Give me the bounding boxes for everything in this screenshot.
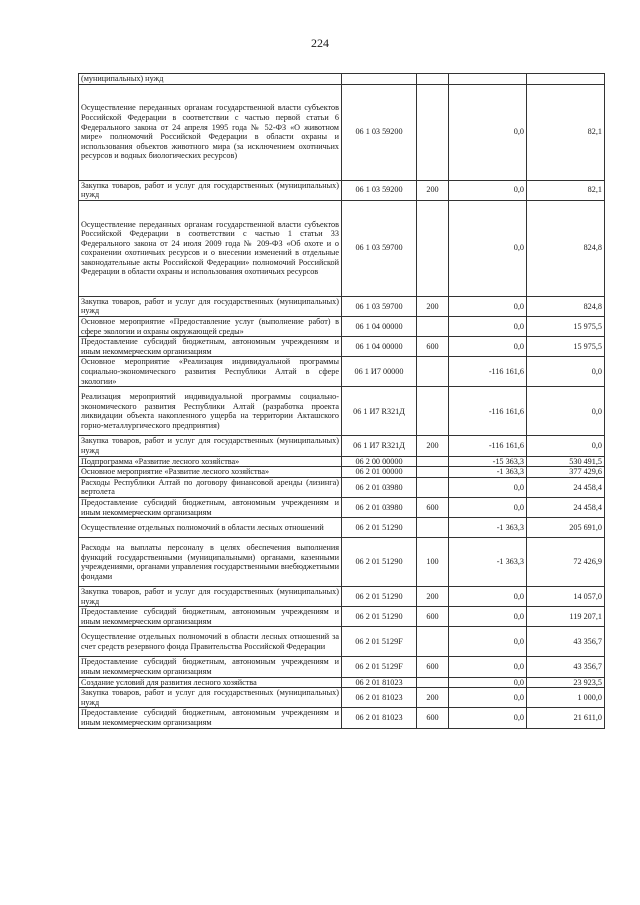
row-expense-type-cell [417, 74, 449, 85]
row-change-cell: 0,0 [449, 180, 527, 200]
row-expense-type-cell [417, 477, 449, 497]
budget-table-body [79, 74, 605, 729]
row-change-cell: 0,0 [449, 607, 527, 627]
row-code-cell: 06 2 01 51290 [342, 607, 417, 627]
row-name-cell: Осуществление переданных органам государственной власти субъектов Российской Федерации в соответствии с частью первой статьи 6 Федерального закона от 24 апреля 1995 года № 52-ФЗ «О животном мире» полномочий Российской Федерации в области охраны и использования объектов животного мира (за исключением охотничьих ресурсов и водных биологических ресурсов) [79, 84, 342, 180]
row-code-cell: 06 2 01 81023 [342, 688, 417, 708]
row-expense-type-cell [417, 316, 449, 336]
row-name-cell: Создание условий для развития лесного хозяйства [79, 677, 342, 688]
row-change-cell: -116 161,6 [449, 436, 527, 456]
row-code-cell: 06 2 01 5129F [342, 627, 417, 657]
row-code-cell: 06 1 03 59700 [342, 296, 417, 316]
table-row [79, 337, 605, 357]
row-name-cell: Расходы на выплаты персоналу в целях обеспечения выполнения функций государственными (муниципальными) органами, казенными учреждениями, органами управления государственными внебюджетными фондами [79, 538, 342, 587]
page-number: 224 [311, 36, 329, 50]
row-code-cell: 06 2 01 51290 [342, 587, 417, 607]
row-expense-type-cell [417, 456, 449, 467]
table-row [79, 538, 605, 587]
row-total-cell: 15 975,5 [527, 316, 605, 336]
row-code-cell: 06 2 01 81023 [342, 708, 417, 728]
row-total-cell: 24 458,4 [527, 497, 605, 517]
row-code-cell: 06 2 01 03980 [342, 497, 417, 517]
table-row [79, 84, 605, 180]
row-total-cell: 72 426,9 [527, 538, 605, 587]
row-code-cell: 06 1 03 59200 [342, 180, 417, 200]
row-expense-type-cell: 200 [417, 436, 449, 456]
row-expense-type-cell: 600 [417, 337, 449, 357]
table-row [79, 677, 605, 688]
table-row [79, 477, 605, 497]
row-change-cell: -1 363,3 [449, 538, 527, 587]
row-change-cell: 0,0 [449, 296, 527, 316]
row-code-cell [342, 74, 417, 85]
table-row [79, 316, 605, 336]
table-row [79, 518, 605, 538]
row-name-cell: Предоставление субсидий бюджетным, автономным учреждениям и иным некоммерческим организациям [79, 607, 342, 627]
budget-table [78, 73, 605, 729]
row-expense-type-cell [417, 627, 449, 657]
row-total-cell: 15 975,5 [527, 337, 605, 357]
row-name-cell: Закупка товаров, работ и услуг для государственных (муниципальных) нужд [79, 180, 342, 200]
row-code-cell: 06 1 И7 R321Д [342, 387, 417, 436]
row-code-cell: 06 1 03 59200 [342, 84, 417, 180]
row-total-cell: 14 057,0 [527, 587, 605, 607]
row-total-cell: 21 611,0 [527, 708, 605, 728]
table-row [79, 357, 605, 387]
row-change-cell [449, 74, 527, 85]
row-total-cell: 377 429,6 [527, 467, 605, 478]
row-expense-type-cell [417, 387, 449, 436]
row-code-cell: 06 1 03 59700 [342, 200, 417, 296]
row-expense-type-cell: 200 [417, 180, 449, 200]
row-total-cell [527, 74, 605, 85]
table-row [79, 296, 605, 316]
row-name-cell: Предоставление субсидий бюджетным, автономным учреждениям и иным некоммерческим организациям [79, 497, 342, 517]
row-total-cell: 205 691,0 [527, 518, 605, 538]
row-name-cell: Предоставление субсидий бюджетным, автономным учреждениям и иным некоммерческим организациям [79, 708, 342, 728]
row-code-cell: 06 2 01 5129F [342, 657, 417, 677]
row-total-cell: 43 356,7 [527, 627, 605, 657]
row-name-cell: Основное мероприятие «Предоставление услуг (выполнение работ) в сфере экологии и охраны окружающей среды» [79, 316, 342, 336]
row-name-cell: Предоставление субсидий бюджетным, автономным учреждениям и иным некоммерческим организациям [79, 657, 342, 677]
row-name-cell: Осуществление переданных органам государственной власти субъектов Российской Федерации в соответствии с частью 1 статьи 33 Федерального закона от 24 июля 2009 года № 209-ФЗ «Об охоте и о сохранении охотничьих ресурсов и о внесении изменений в отдельные законодательные акты Российской Федерации» полномочий Российской Федерации в области охраны и использования охотничьих ресурсов [79, 200, 342, 296]
row-change-cell: -1 363,3 [449, 467, 527, 478]
row-change-cell: 0,0 [449, 587, 527, 607]
row-code-cell: 06 1 04 00000 [342, 337, 417, 357]
row-change-cell: -116 161,6 [449, 387, 527, 436]
row-name-cell: Закупка товаров, работ и услуг для государственных (муниципальных) нужд [79, 296, 342, 316]
row-expense-type-cell: 100 [417, 538, 449, 587]
row-total-cell: 43 356,7 [527, 657, 605, 677]
row-change-cell: 0,0 [449, 337, 527, 357]
table-row [79, 627, 605, 657]
row-name-cell: Подпрограмма «Развитие лесного хозяйства» [79, 456, 342, 467]
row-change-cell: 0,0 [449, 200, 527, 296]
row-change-cell: 0,0 [449, 497, 527, 517]
row-expense-type-cell [417, 84, 449, 180]
row-expense-type-cell: 600 [417, 607, 449, 627]
row-total-cell: 0,0 [527, 387, 605, 436]
table-row [79, 708, 605, 728]
row-change-cell: -1 363,3 [449, 518, 527, 538]
row-name-cell: Осуществление отдельных полномочий в области лесных отношений [79, 518, 342, 538]
row-name-cell: Основное мероприятие «Развитие лесного хозяйства» [79, 467, 342, 478]
row-change-cell: 0,0 [449, 688, 527, 708]
row-expense-type-cell [417, 200, 449, 296]
row-total-cell: 23 923,5 [527, 677, 605, 688]
table-row [79, 657, 605, 677]
row-name-cell: Закупка товаров, работ и услуг для государственных (муниципальных) нужд [79, 688, 342, 708]
table-row [79, 497, 605, 517]
row-name-cell: Закупка товаров, работ и услуг для государственных (муниципальных) нужд [79, 587, 342, 607]
row-expense-type-cell [417, 677, 449, 688]
table-row [79, 74, 605, 85]
row-expense-type-cell: 600 [417, 497, 449, 517]
table-row [79, 436, 605, 456]
row-expense-type-cell: 200 [417, 587, 449, 607]
row-code-cell: 06 2 01 51290 [342, 518, 417, 538]
row-name-cell: Основное мероприятие «Реализация индивидуальной программы социально-экономического развития Республики Алтай в сфере экологии» [79, 357, 342, 387]
row-change-cell: 0,0 [449, 708, 527, 728]
row-change-cell: 0,0 [449, 657, 527, 677]
row-change-cell: -15 363,3 [449, 456, 527, 467]
row-code-cell: 06 1 И7 R321Д [342, 436, 417, 456]
row-name-cell: Реализация мероприятий индивидуальной программы социально-экономического развития Республики Алтай (разработка проекта ликвидации объекта накопленного ущерба на территории Акташского горно-металлургического предприятия) [79, 387, 342, 436]
row-total-cell: 824,8 [527, 200, 605, 296]
row-change-cell: 0,0 [449, 677, 527, 688]
row-name-cell: Предоставление субсидий бюджетным, автономным учреждениям и иным некоммерческим организациям [79, 337, 342, 357]
table-row [79, 607, 605, 627]
row-name-cell: (муниципальных) нужд [79, 74, 342, 85]
row-code-cell: 06 2 01 81023 [342, 677, 417, 688]
row-expense-type-cell: 600 [417, 708, 449, 728]
table-row [79, 180, 605, 200]
table-row [79, 456, 605, 467]
row-expense-type-cell [417, 467, 449, 478]
row-total-cell: 824,8 [527, 296, 605, 316]
row-change-cell: 0,0 [449, 84, 527, 180]
row-expense-type-cell: 600 [417, 657, 449, 677]
table-row [79, 688, 605, 708]
row-name-cell: Расходы Республики Алтай по договору финансовой аренды (лизинга) вертолета [79, 477, 342, 497]
row-code-cell: 06 2 01 51290 [342, 538, 417, 587]
table-row [79, 587, 605, 607]
row-total-cell: 530 491,5 [527, 456, 605, 467]
row-code-cell: 06 2 01 00000 [342, 467, 417, 478]
row-change-cell: -116 161,6 [449, 357, 527, 387]
row-total-cell: 82,1 [527, 180, 605, 200]
row-code-cell: 06 1 И7 00000 [342, 357, 417, 387]
row-expense-type-cell: 200 [417, 688, 449, 708]
row-change-cell: 0,0 [449, 316, 527, 336]
row-total-cell: 119 207,1 [527, 607, 605, 627]
row-code-cell: 06 2 01 03980 [342, 477, 417, 497]
row-expense-type-cell [417, 518, 449, 538]
row-name-cell: Осуществление отдельных полномочий в области лесных отношений за счет средств резервного фонда Правительства Российской Федерации [79, 627, 342, 657]
row-code-cell: 06 1 04 00000 [342, 316, 417, 336]
row-total-cell: 0,0 [527, 357, 605, 387]
row-expense-type-cell [417, 357, 449, 387]
table-row [79, 467, 605, 478]
row-expense-type-cell: 200 [417, 296, 449, 316]
row-total-cell: 0,0 [527, 436, 605, 456]
table-row [79, 200, 605, 296]
table-row [79, 387, 605, 436]
row-change-cell: 0,0 [449, 627, 527, 657]
row-name-cell: Закупка товаров, работ и услуг для государственных (муниципальных) нужд [79, 436, 342, 456]
row-total-cell: 82,1 [527, 84, 605, 180]
row-change-cell: 0,0 [449, 477, 527, 497]
row-total-cell: 24 458,4 [527, 477, 605, 497]
row-total-cell: 1 000,0 [527, 688, 605, 708]
row-code-cell: 06 2 00 00000 [342, 456, 417, 467]
